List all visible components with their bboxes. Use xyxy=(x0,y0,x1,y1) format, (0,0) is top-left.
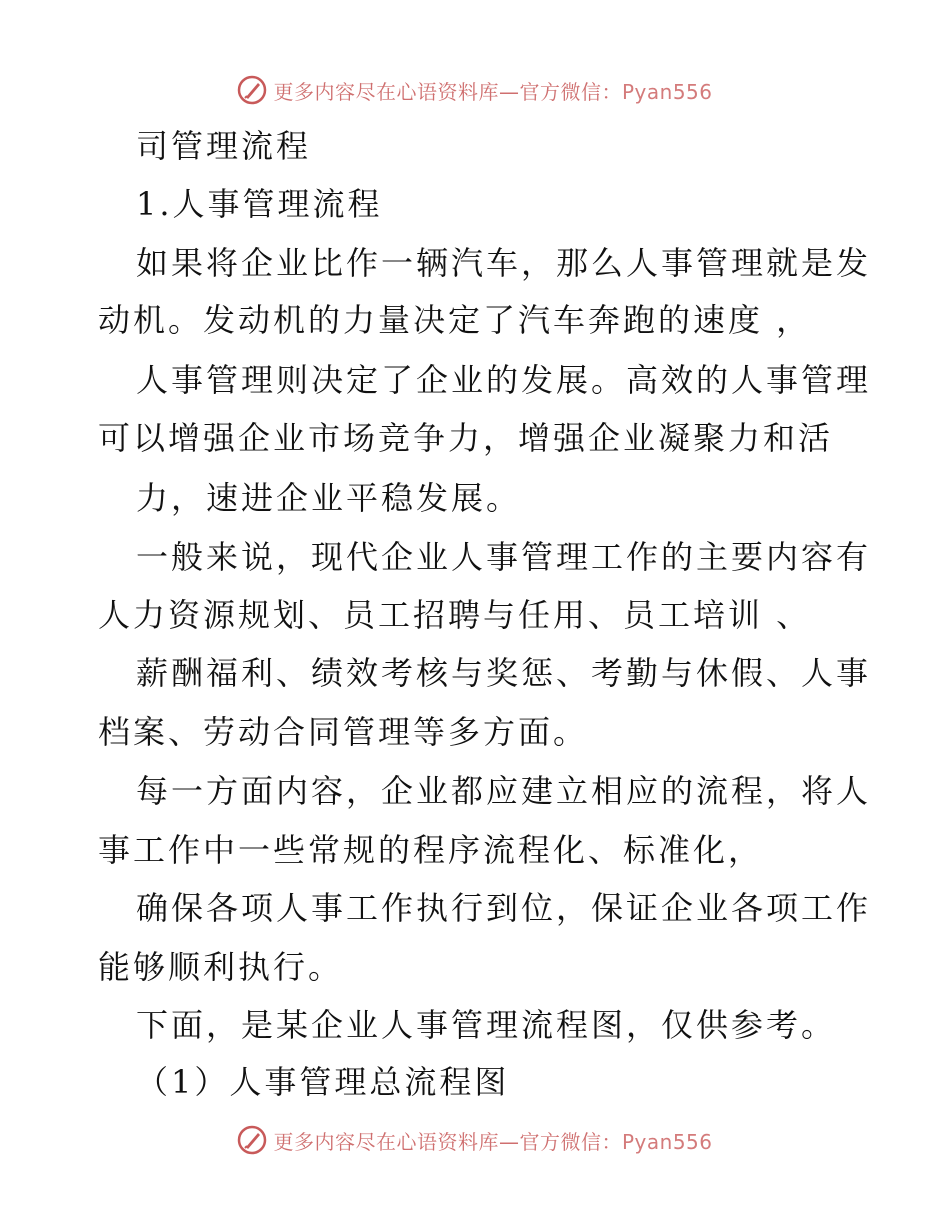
text-line: 薪酬福利、绩效考核与奖惩、考勤与休假、人事 xyxy=(136,654,872,692)
text-line: 事工作中一些常规的程序流程化、标准化， xyxy=(98,831,764,869)
footer-watermark xyxy=(0,1120,950,1160)
text-line: 档案、劳动合同管理等多方面。 xyxy=(98,713,589,751)
text-line: 如果将企业比作一辆汽车，那么人事管理就是发 xyxy=(136,244,872,282)
text-line: 下面，是某企业人事管理流程图，仅供参考。 xyxy=(136,1006,837,1044)
text-line: 一般来说，现代企业人事管理工作的主要内容有 xyxy=(136,538,872,576)
watermark-text: 更多内容尽在心语资料库—官方微信：Pyan556 xyxy=(273,79,713,104)
text-line: 司管理流程 xyxy=(136,127,312,165)
text-line: 1.人事管理流程 xyxy=(136,185,383,223)
text-line: 人事管理则决定了企业的发展。高效的人事管理 xyxy=(136,361,872,399)
quill-pen-logo-icon xyxy=(237,1125,267,1155)
text-line: 动机。发动机的力量决定了汽车奔跑的速度 ， xyxy=(98,301,812,339)
text-line: 可以增强企业市场竞争力，增强企业凝聚力和活 xyxy=(98,419,834,457)
text-line: 力，速进企业平稳发展。 xyxy=(136,479,522,517)
text-line: 能够顺利执行。 xyxy=(98,948,344,986)
text-line: （1）人事管理总流程图 xyxy=(136,1063,510,1101)
text-line: 每一方面内容，企业都应建立相应的流程，将人 xyxy=(136,772,872,810)
text-line: 确保各项人事工作执行到位，保证企业各项工作 xyxy=(136,889,872,927)
watermark-text: 更多内容尽在心语资料库—官方微信：Pyan556 xyxy=(273,1129,713,1154)
text-line: 人力资源规划、员工招聘与任用、员工培训 、 xyxy=(98,596,812,634)
